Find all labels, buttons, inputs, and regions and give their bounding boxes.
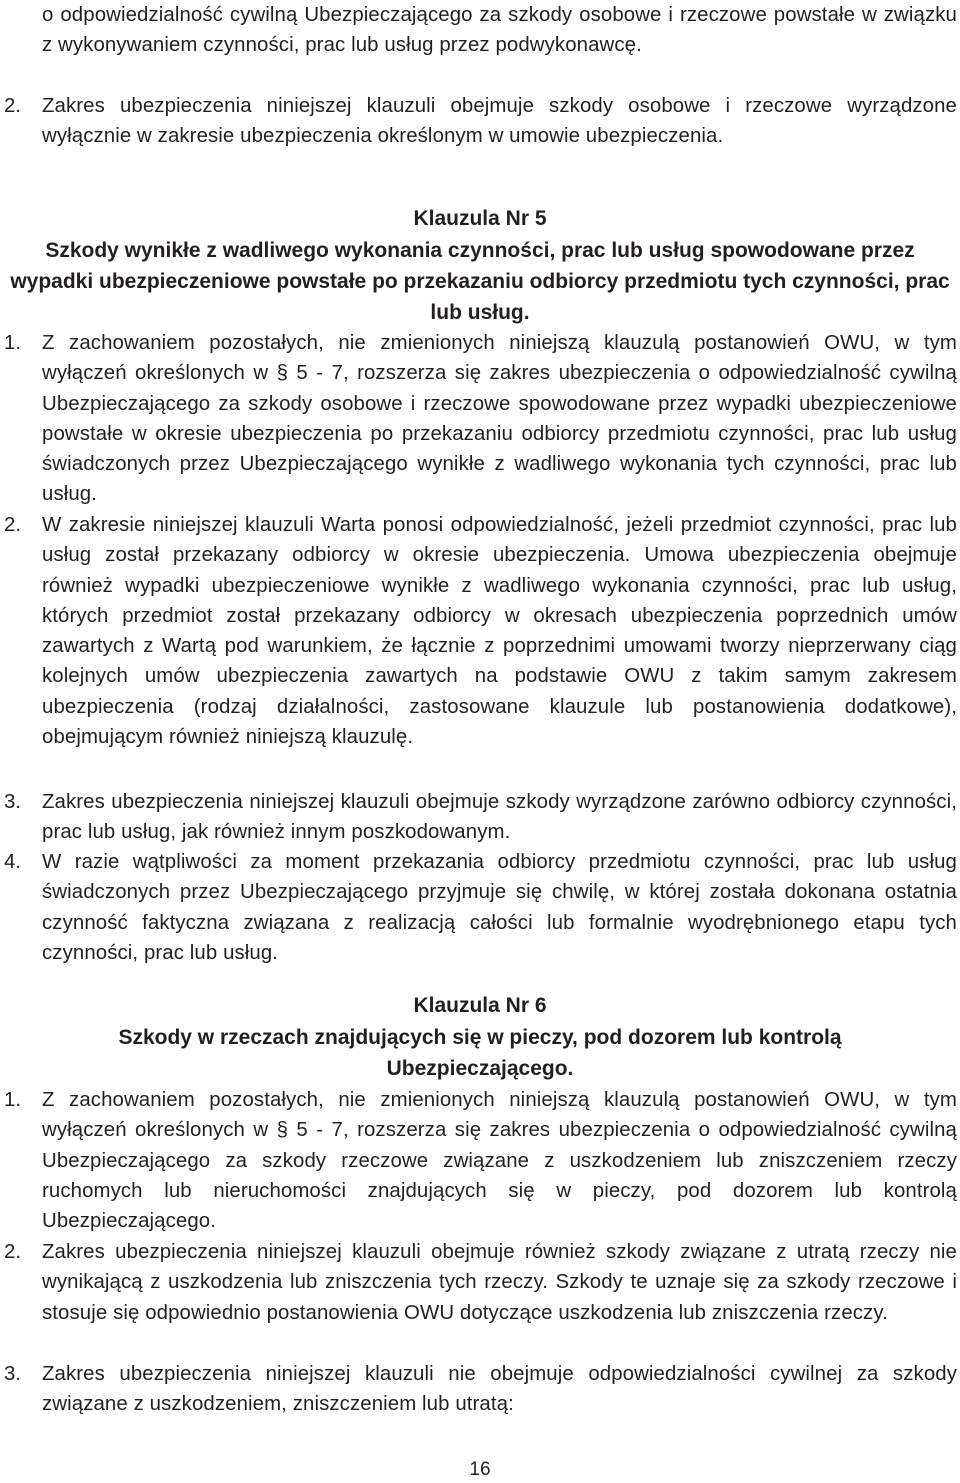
clause-6-subtitle: Szkody w rzeczach znajdujących się w pieczy, pod dozorem lub kontrolą Ubezpieczającego. (118, 1026, 842, 1080)
clause-5-subtitle: Szkody wynikłe z wadliwego wykonania czynności, prac lub usług spowodowane przez wypadki ubezpieczeniowe powstałe po przekazaniu odbiorcy przedmiotu tych czynności, prac lub usług. (10, 239, 950, 324)
item-number: 2. (4, 1241, 22, 1263)
list-item-text: Z zachowaniem pozostałych, nie zmienionych niniejszą klauzulą postanowień OWU, w tym wyłączeń określonych w § 5 - 7, rozszerza się zakres ubezpieczenia o odpowiedzialność cywilną Ubezpieczającego za szkody rzeczowe związane z uszkodzeniem lub zniszczeniem rzeczy ruchomych lub nieruchomości znajdujących się w pieczy, pod dozorem lub kontrolą Ubezpieczającego. (42, 1089, 957, 1233)
list-item-text: Zakres ubezpieczenia niniejszej klauzuli obejmuje również szkody związane z utratą rzeczy nie wynikającą z uszkodzenia lub zniszczenia tych rzeczy. Szkody te uznaje się za szkody rzeczowe i stosuje się odpowiednio postanowienia OWU dotyczące uszkodzenia lub zniszczenia rzeczy. (42, 1241, 957, 1324)
item-number: 2. (4, 95, 22, 117)
list-item-text: W razie wątpliwości za moment przekazania odbiorcy przedmiotu czynności, prac lub usług świadczonych przez Ubezpieczającego przyjmuje się chwilę, w której została dokonana ostatnia czynność faktyczna związana z realizacją całości lub formalnie wyodrębnionego etapu tych czynności, prac lub usług. (42, 851, 957, 964)
item-number: 1. (4, 332, 22, 354)
list-item-text: Zakres ubezpieczenia niniejszej klauzuli obejmuje szkody wyrządzone zarówno odbiorcy czynności, prac lub usług, jak również innym poszkodowanym. (42, 791, 957, 844)
list-item-text: Z zachowaniem pozostałych, nie zmienionych niniejszą klauzulą postanowień OWU, w tym wyłączeń określonych w § 5 - 7, rozszerza się zakres ubezpieczenia o odpowiedzialność cywilną Ubezpieczającego za szkody osobowe i rzeczowe spowodowane przez wypadki ubezpieczeniowe powstałe w okresie ubezpieczenia po przekazaniu odbiorcy przedmiotu czynności, prac lub usług świadczonych przez Ubezpieczającego wynikłe z wadliwego wykonania tych czynności, prac lub usług. (42, 332, 957, 506)
clause-6-title: Klauzula Nr 6 (413, 994, 547, 1017)
list-item-text: Zakres ubezpieczenia niniejszej klauzuli obejmuje szkody osobowe i rzeczowe wyrządzone wyłącznie w zakresie ubezpieczenia określonym w umowie ubezpieczenia. (42, 95, 957, 148)
item-number: 1. (4, 1089, 22, 1111)
list-item-text: Zakres ubezpieczenia niniejszej klauzuli nie obejmuje odpowiedzialności cywilnej za szkody związane z uszkodzeniem, zniszczeniem lub utratą: (42, 1363, 957, 1416)
item-number: 2. (4, 514, 22, 536)
list-item-text: W zakresie niniejszej klauzuli Warta ponosi odpowiedzialność, jeżeli przedmiot czynności, prac lub usług został przekazany odbiorcy w okresie ubezpieczenia. Umowa ubezpieczenia obejmuje również wypadki ubezpieczeniowe wynikłe z wadliwego wykonania czynności, prac lub usług, których przedmiot został przekazany odbiorcy w okresach ubezpieczenia poprzednich umów zawartych z Wartą pod warunkiem, że łącznie z poprzednimi umowami tworzy nieprzerwany ciąg kolejnych umów ubezpieczenia zawartych na podstawie OWU z takim samym zakresem ubezpieczenia (rodzaj działalności, zastosowane klauzule lub postanowienia dodatkowe), obejmującym również niniejszą klauzulę. (42, 514, 957, 749)
item-number: 3. (4, 791, 22, 813)
page-number: 16 (469, 1459, 491, 1480)
continuation-paragraph: o odpowiedzialność cywilną Ubezpieczającego za szkody osobowe i rzeczowe powstałe w związku z wykonywaniem czynności, prac lub usług przez podwykonawcę. (42, 4, 957, 57)
item-number: 3. (4, 1363, 22, 1385)
clause-5-title: Klauzula Nr 5 (413, 207, 547, 230)
item-number: 4. (4, 851, 22, 873)
